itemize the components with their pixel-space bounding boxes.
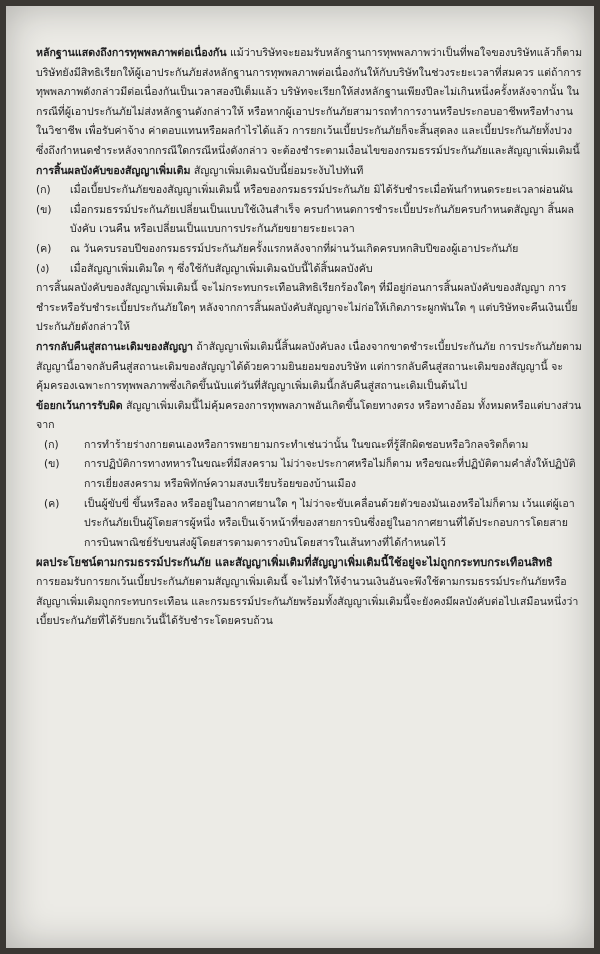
item-label: (ข): [36, 203, 52, 216]
termination-item-d: [36, 260, 584, 280]
heading-benefits-unaffected: ผลประโยชน์ตามกรมธรรม์ประกันภัย และสัญญาเพิ่มเติมที่สัญญาเพิ่มเติมนี้ใช้อยู่จะไม่ถูกกระทบกระเทือนสิทธิ: [36, 556, 553, 570]
item-text: เป็นผู้ขับขี่ ขึ้นหรือลง หรืออยู่ในอากาศยานใด ๆ ไม่ว่าจะขับเคลื่อนด้วยตัวของมันเองหรือไม่ก็ตาม เว้นแต่ผู้เอาประกันภัยเป็นผู้โดยสารผู้หนึ่ง หรือเป็นเจ้าหน้าที่ของสายการบินซึ่งอยู่ในอากาศยานที่ได้ประกอบการโดยสายการบินพาณิชย์รับขนส่งผู้โดยสารตามตารางบินโดยสารในเส้นทางที่ได้กำหนดไว้: [84, 497, 575, 549]
item-label: (ก): [44, 438, 59, 451]
termination-intro: สัญญาเพิ่มเติมฉบับนี้ย่อมระงับไปทันที: [190, 164, 364, 177]
exclusions-intro: สัญญาเพิ่มเติมนี้ไม่คุ้มครองการทุพพลภาพอันเกิดขึ้นโดยทางตรง หรือทางอ้อม ทั้งหมดหรือแต่บางส่วน จาก: [36, 399, 582, 432]
text-continuing-disability: แม้ว่าบริษัทจะยอมรับหลักฐานการทุพพลภาพว่าเป็นที่พอใจของบริษัทแล้วก็ตาม บริษัทยังมีสิทธิเรียกให้ผู้เอาประกันภัยส่งหลักฐานการทุพพลภาพต่อเนื่องกันให้กับบริษัทในช่วงระยะเวลาที่สมควร แต่ถ้าการทุพพลภาพดังกล่าวมีต่อเนื่องกันเป็นเวลาสองปีเต็มแล้ว บริษัทจะเรียกให้ส่งหลักฐานเพียงปีละไม่เกินหนึ่งครั้งหลังจากนั้น ในกรณีที่ผู้เอาประกันภัยไม่ส่งหลักฐานดังกล่าวให้ หรือหากผู้เอาประกันภัยสามารถทำการงานหรือประกอบอาชีพหรือทำงานในวิชาชีพ เพื่อรับค่าจ้าง ค่าตอบแทนหรือผลกำไรได้แล้ว การยกเว้นเบี้ยประกันภัยก็จะสิ้นสุดลง และเบี้ยประกันภัยทั้งปวงซึ่งถึงกำหนดชำระหลังจากกรณีใดกรณีหนึ่งดังกล่าว จะต้องชำระตามเงื่อนไขของกรมธรรม์ประกันภัยและสัญญาเพิ่มเติมนี้: [36, 47, 583, 157]
item-text: เมื่อกรมธรรม์ประกันภัยเปลี่ยนเป็นแบบใช้เงินสำเร็จ ครบกำหนดการชำระเบี้ยประกันภัยครบกำหนดสัญญา สิ้นผลบังคับ เวนคืน หรือเปลี่ยนเป็นแบบการประกันภัยขยายระยะเวลา: [70, 203, 574, 236]
termination-item-a: [36, 181, 584, 201]
exclusion-item-a: [36, 436, 584, 456]
paragraph-continuing-disability: [36, 44, 584, 162]
item-label: (ค): [44, 497, 60, 510]
exclusion-item-b: [36, 455, 584, 494]
termination-item-c: [36, 240, 584, 260]
section-exclusions: [36, 397, 584, 436]
exclusion-item-c: [36, 495, 584, 554]
text-benefits-unaffected: การยอมรับการยกเว้นเบี้ยประกันภัยตามสัญญาเพิ่มเติมนี้ จะไม่ทำให้จำนวนเงินอันจะพึงใช้ตามกรมธรรม์ประกันภัยหรือสัญญาเพิ่มเติมถูกกระทบกระเทือน และกรมธรรม์ประกันภัยพร้อมทั้งสัญญาเพิ่มเติมนี้จะยังคงมีผลบังคับต่อไปเสมือนหนึ่งว่า เบี้ยประกันภัยที่ได้รับยกเว้นนี้ได้รับชำระโดยครบถ้วน: [36, 576, 579, 628]
item-label: (ก): [36, 184, 51, 197]
termination-item-b: [36, 201, 584, 240]
document-page: [6, 6, 594, 948]
item-text: เมื่อเบี้ยประกันภัยของสัญญาเพิ่มเติมนี้ หรือของกรมธรรม์ประกันภัย มิได้รับชำระเมื่อพ้นกำหนดระยะเวลาผ่อนผัน: [70, 184, 573, 197]
document-body: [36, 44, 584, 632]
heading-reinstatement: การกลับคืนสู่สถานะเดิมของสัญญา: [36, 340, 193, 353]
item-label: (ง): [36, 262, 50, 275]
heading-termination: การสิ้นผลบังคับของสัญญาเพิ่มเติม: [36, 164, 191, 177]
item-text: การปฏิบัติการทางทหารในขณะที่มีสงคราม ไม่ว่าจะประกาศหรือไม่ก็ตาม หรือขณะที่ปฏิบัติตามคำสั่งให้ปฏิบัติการเยี่ยงสงคราม หรือพิทักษ์ความสงบเรียบร้อยของบ้านเมือง: [84, 458, 576, 491]
item-label: (ค): [36, 242, 52, 255]
heading-exclusions: ข้อยกเว้นการรับผิด: [36, 399, 123, 412]
text-reinstatement: ถ้าสัญญาเพิ่มเติมนี้สิ้นผลบังคับลง เนื่องจากขาดชำระเบี้ยประกันภัย การประกันภัยตามสัญญานี้อาจกลับคืนสู่สถานะเดิมของสัญญาได้ด้วยความยินยอมของบริษัท แต่การกลับคืนสู่สถานะเดิมของสัญญานี้ จะคุ้มครองเฉพาะการทุพพลภาพซึ่งเกิดขึ้นนับแต่วันที่สัญญาเพิ่มเติมนี้กลับคืนสู่สถานะเดิมเป็นต้นไป: [36, 340, 582, 393]
section-reinstatement: [36, 338, 584, 397]
item-label: (ข): [44, 458, 60, 471]
heading-continuing-disability: หลักฐานแสดงถึงการทุพพลภาพต่อเนื่องกัน: [36, 47, 227, 59]
termination-closing: การสิ้นผลบังคับของสัญญาเพิ่มเติมนี้ จะไม่กระทบกระเทือนสิทธิเรียกร้องใดๆ ที่มีอยู่ก่อนการสิ้นผลบังคับของสัญญา การชำระหรือรับชำระเบี้ยประกันภัยใดๆ หลังจากการสิ้นผลบังคับสัญญาจะไม่ก่อให้เกิดภาระผูกพันใด ๆ แต่บริษัทจะคืนเงินเบี้ยประกันภัยดังกล่าวให้: [36, 282, 578, 334]
item-text: การทำร้ายร่างกายตนเองหรือการพยายามกระทำเช่นว่านั้น ในขณะที่รู้สึกผิดชอบหรือวิกลจริตก็ตาม: [84, 438, 529, 451]
item-text: เมื่อสัญญาเพิ่มเติมใด ๆ ซึ่งใช้กับสัญญาเพิ่มเติมฉบับนี้ได้สิ้นผลบังคับ: [70, 262, 373, 275]
section-termination: [36, 162, 584, 182]
item-text: ณ วันครบรอบปีของกรมธรรม์ประกันภัยครั้งแรกหลังจากที่ผ่านวันเกิดครบหกสิบปีของผู้เอาประกันภัย: [70, 242, 519, 255]
